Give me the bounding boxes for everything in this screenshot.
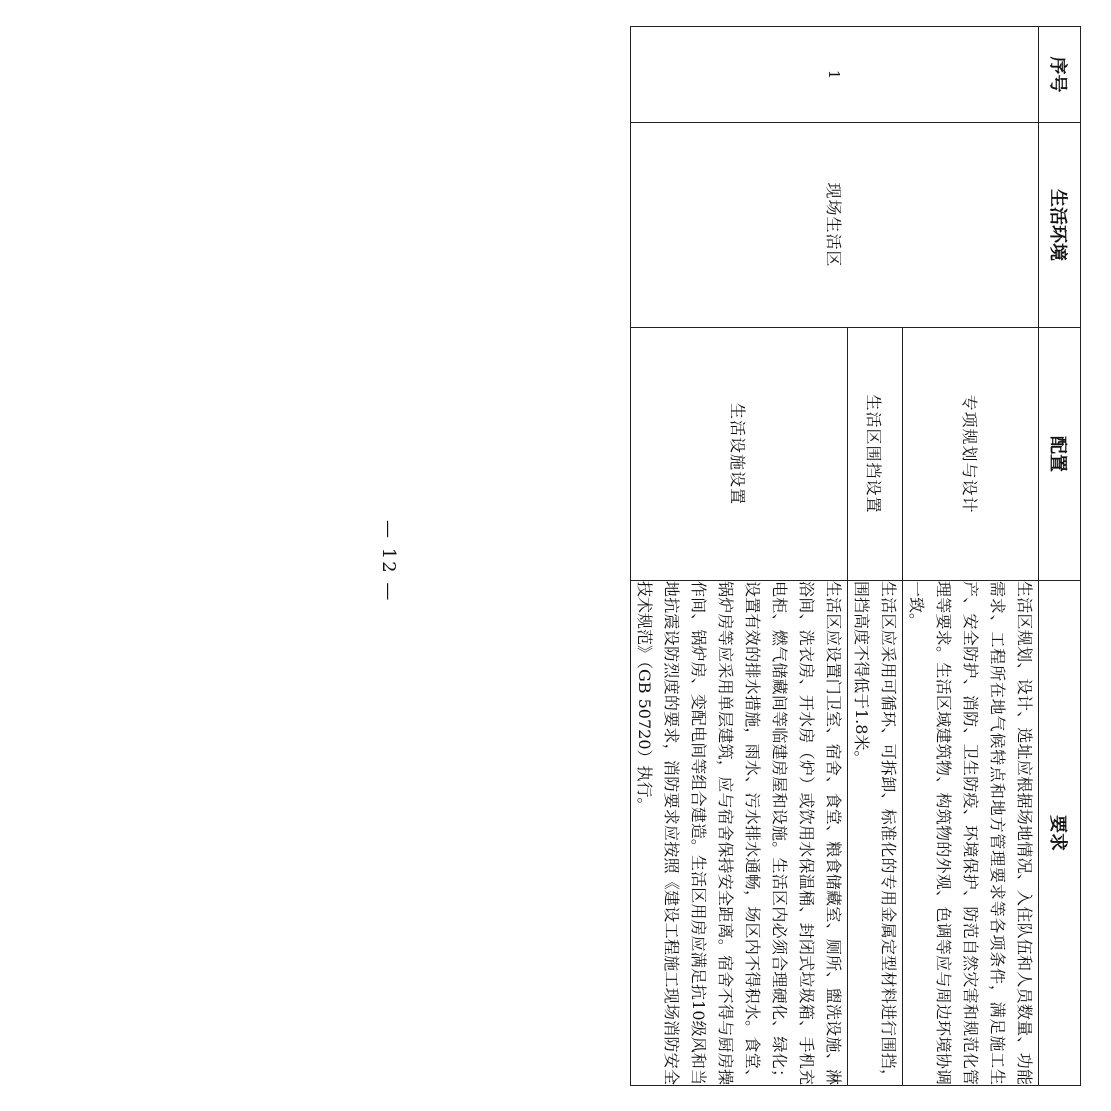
cell-config-enclosure: 生活区围挡设置: [848, 328, 903, 581]
cell-env: 现场生活区: [631, 123, 1039, 328]
cell-req-enclosure: 生活区应采用可循环、可拆卸、标准化的专用金属定型材料进行围挡，围挡高度不得低于1.8米。: [848, 581, 903, 1086]
table-header-row: [1039, 27, 1081, 1086]
rotated-content: [369, 0, 1111, 1111]
cell-config-facilities: 生活设施设置: [631, 328, 848, 581]
page-number: — 12 —: [378, 520, 399, 603]
cell-seq: 1: [631, 27, 1039, 123]
requirements-table: [630, 26, 1081, 1086]
header-env: 生活环境: [1039, 123, 1081, 328]
header-config: 配置: [1039, 328, 1081, 581]
cell-config-planning: 专项规划与设计: [903, 328, 1039, 581]
table-row: [903, 27, 1039, 1086]
cell-req-planning: 生活区规划、设计、选址应根据场地情况、入住队伍和人员数量、功能需求、工程所在地气候特点和地方管理要求等各项条件，满足施工生产、安全防护、消防、卫生防疫、环境保护、防范自然灾害和规范化管理等要求。生活区域建筑物、构筑物的外观、色调等应与周边环境协调一致。: [903, 581, 1039, 1086]
header-req: 要求: [1039, 581, 1081, 1086]
cell-req-facilities: 生活区应设置门卫室、宿舍、食堂、粮食储藏室、厕所、盥洗设施、淋浴间、洗衣房、开水房（炉）或饮用水保温桶、封闭式垃圾箱、手机充电柜、燃气储藏间等临建房屋和设施。生活区内必须合理硬化、绿化；设置有效的排水措施，雨水、污水排水通畅，场区内不得积水。食堂、锅炉房等应采用单层建筑，应与宿舍保持安全距离。宿舍不得与厨房操作间、锅炉房、变配电间等组合建造。生活区用房应满足抗10级风和当地抗震设防烈度的要求，消防要求应按照《建设工程施工现场消防安全技术规范》（GB 50720）执行。: [631, 581, 848, 1086]
header-seq: 序号: [1039, 27, 1081, 123]
